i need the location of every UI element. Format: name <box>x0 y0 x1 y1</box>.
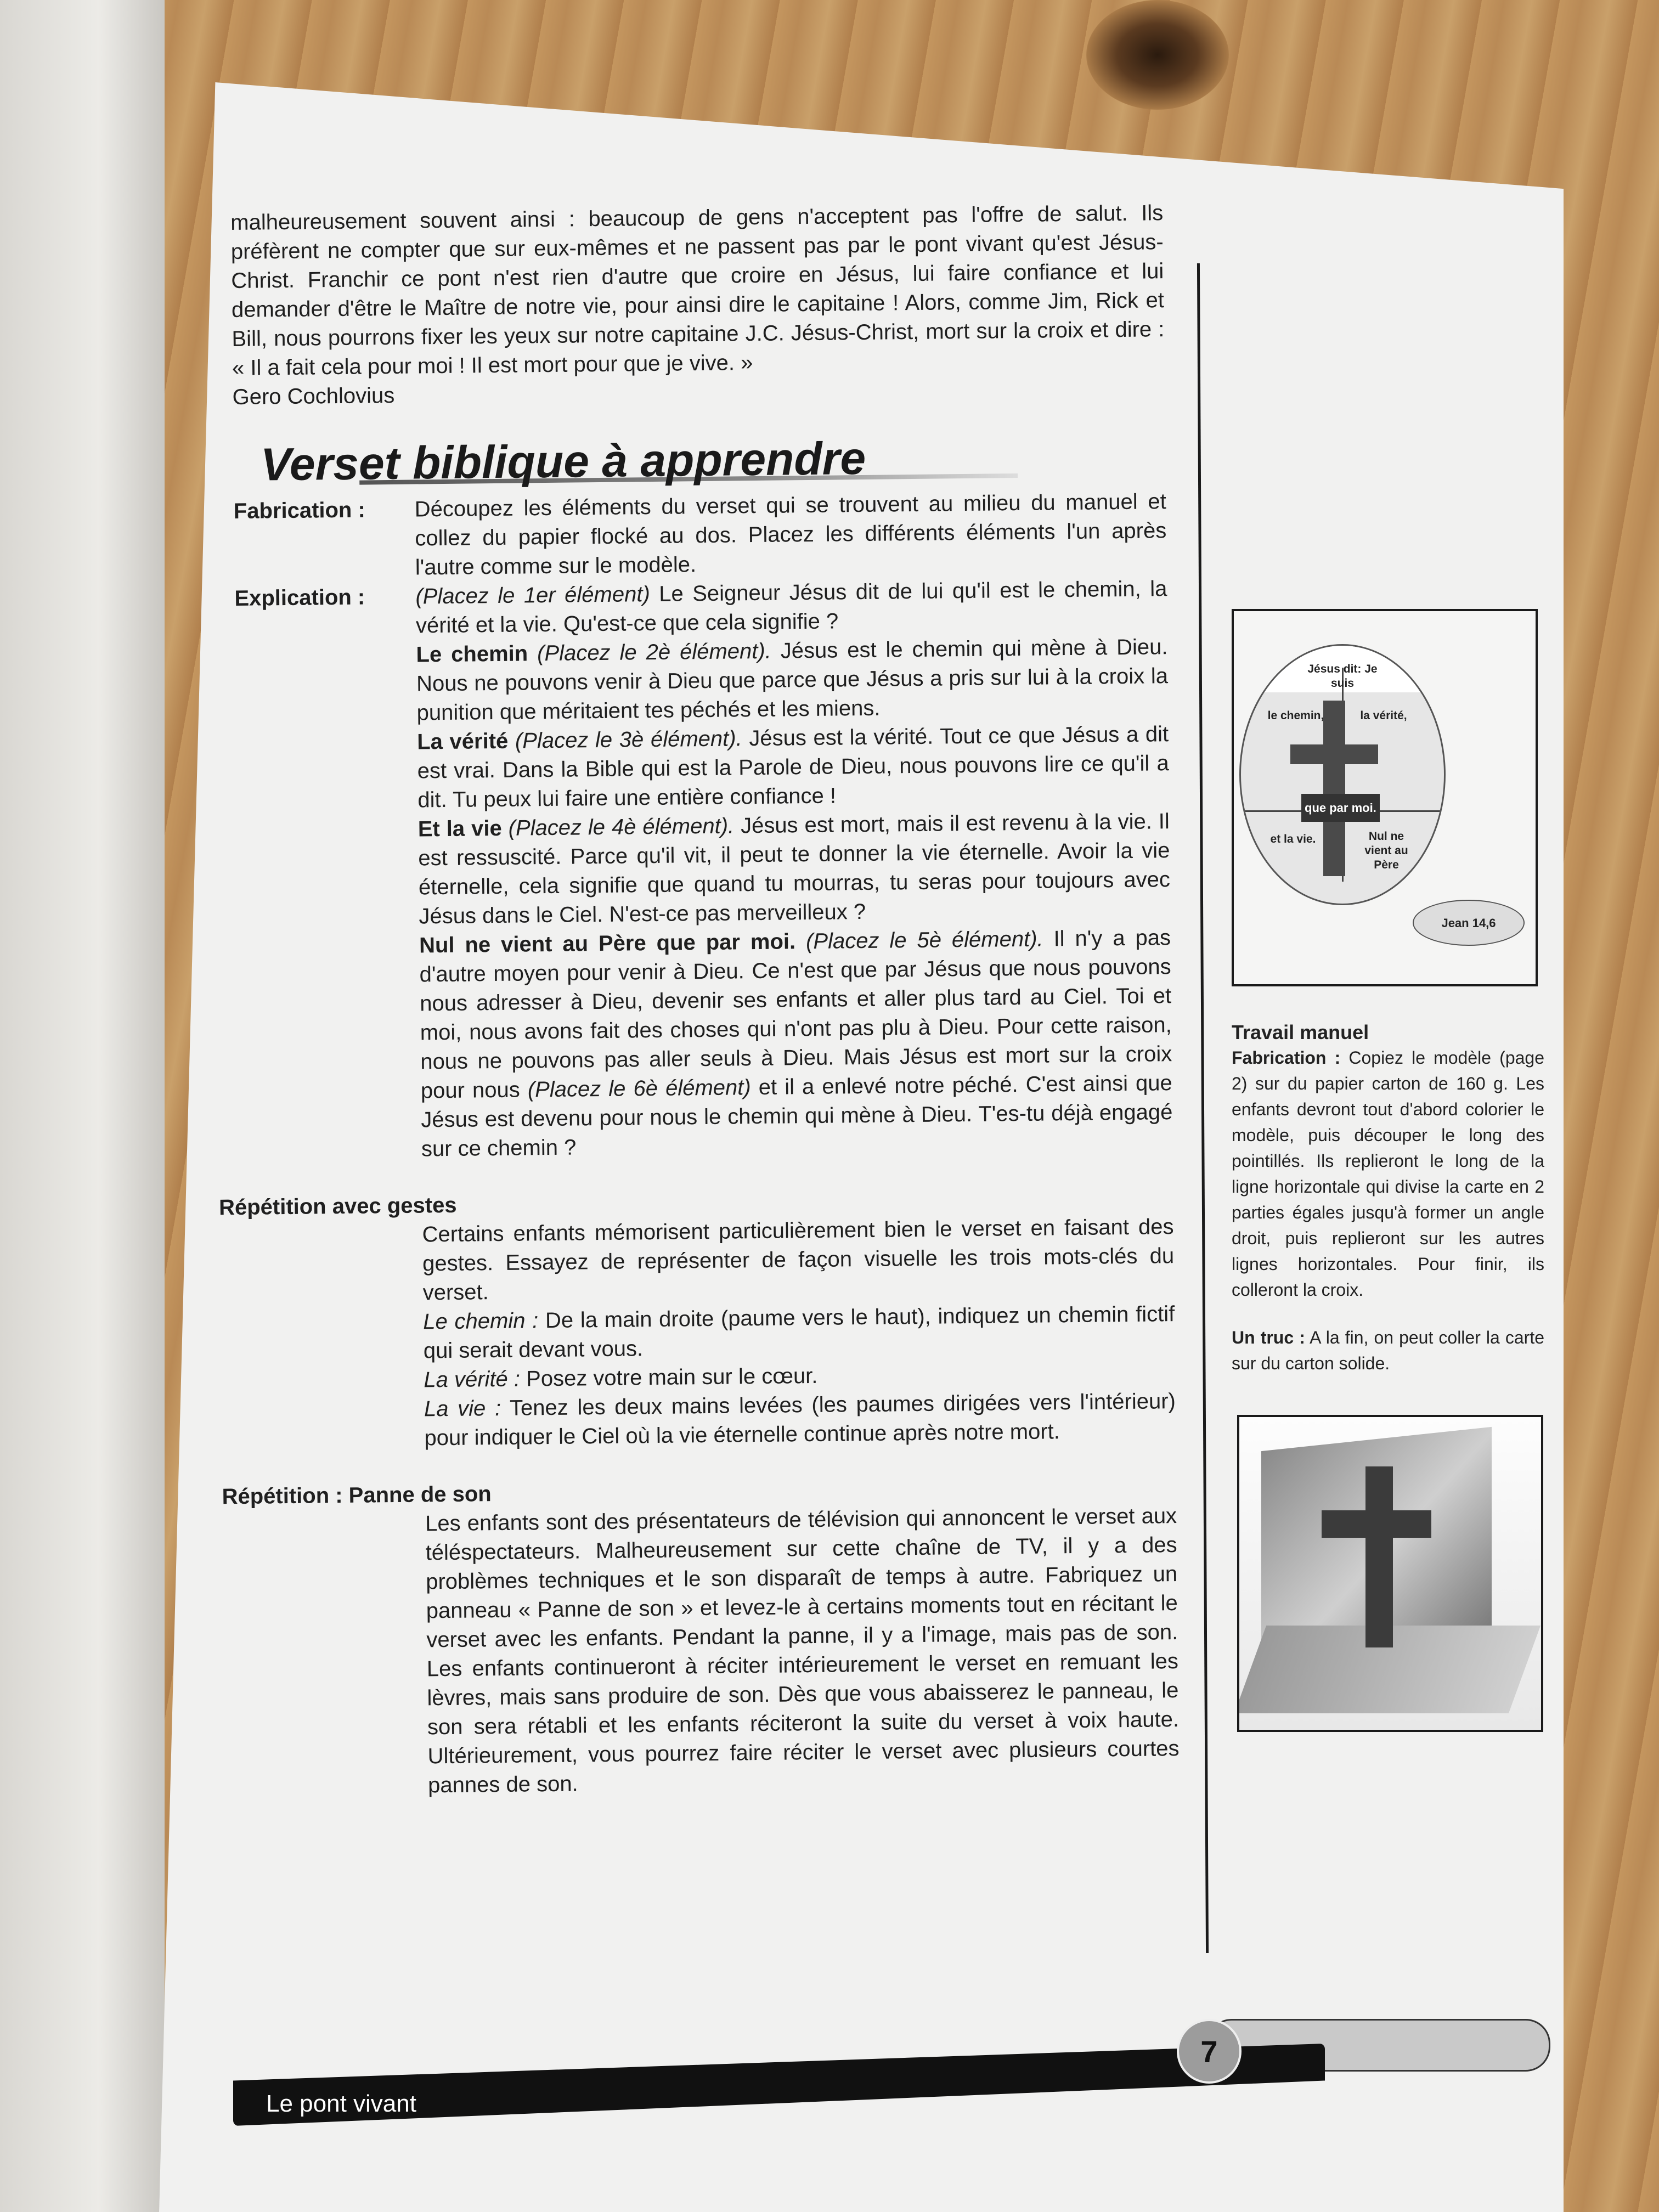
verse-section-title <box>260 432 1166 490</box>
page-number: 7 <box>1177 2019 1242 2084</box>
exp-1-italic: (Placez le 1er élément) <box>415 582 651 609</box>
author-name: Gero Cochlovius <box>232 383 395 409</box>
exp-4-italic: (Placez le 4è élément). <box>501 814 735 840</box>
exp-4-text: Jésus est mort, mais il est revenu à la vie. Il est ressuscité. Parce qu'il vit, il peut te donner la vie éternelle. Avoir la vie éternelle, cela signifie que quand tu mourras, tu seras pour toujours avec Jésus dans le Ciel. N'est-ce pas merveilleux ? <box>418 809 1171 929</box>
gesture-2-text: Posez votre main sur le cœur. <box>520 1363 818 1391</box>
intro-block <box>230 199 1165 412</box>
column-divider <box>1197 263 1209 1953</box>
figure-chemin: le chemin, <box>1267 709 1324 722</box>
gestures-intro: Certains enfants mémorisent particulièrement bien le verset en faisant des gestes. Essayez de représenter de façon visuelle les trois mots-clés du verset. <box>422 1215 1175 1305</box>
figure-nul: Nul ne vient au Père <box>1364 830 1408 871</box>
craft-photo <box>1237 1415 1543 1732</box>
gestures-heading: Répétition avec gestes <box>218 1193 457 1220</box>
sound-text: Les enfants sont des présentateurs de télévision qui annoncent le verset aux téléspectateurs. Malheureusement sur cette chaîne de TV, il y a des problèmes techniques et le son disparaît de temps à autre. Fabriquez un panneau « Panne de son » et levez-le à certains moments tout en récitant le verset avec les enfants. Pendant la panne, il y a l'image, mais pas de son. Les enfants continueront à réciter intérieurement le verset en remuant les lèvres, mais sans produire de son. Dès que vous abaisserez le panneau, le son sera rétabli et les enfants réciteront la suite du verset à voix haute. Ultérieurement, vous pourrez faire réciter le verset avec plusieurs courtes pannes de son. <box>425 1504 1180 1798</box>
verse-figure <box>1232 609 1538 986</box>
sidebar-heading: Travail manuel <box>1232 1021 1369 1043</box>
figure-center: que par moi. <box>1301 794 1380 822</box>
explication-label: Explication : <box>234 585 365 611</box>
exp-2-italic: (Placez le 2è élément). <box>527 639 772 666</box>
explication-text <box>415 574 1173 1164</box>
cross-icon <box>1323 701 1345 876</box>
figure-vie: et la vie. <box>1270 833 1316 845</box>
main-column <box>218 199 1180 1802</box>
exp-2-text: Jésus est le chemin qui mène à Dieu. Nous ne pouvons venir à Dieu que parce que Jésus a pris sur lui à la croix la punition que méritaient tes péchés et les miens. <box>416 635 1169 725</box>
sidebar <box>1232 609 1544 1732</box>
exp-3-text: Jésus est la vérité. Tout ce que Jésus a dit est vrai. Dans la Bible qui est la Parole de Dieu, nous pouvons lire ce qu'il a dit. Tu peux lui faire une entière confiance ! <box>417 722 1169 812</box>
gesture-1-text: De la main droite (paume vers le haut), indiquez un chemin fictif qui serait devant vous. <box>423 1302 1175 1363</box>
gesture-3-text: Tenez les deux mains levées (les paumes dirigées vers l'intérieur) pour indiquer le Ciel où la vie éternelle continue après notre mort. <box>424 1389 1176 1451</box>
gesture-1-label: Le chemin : <box>423 1308 539 1334</box>
sidebar-fab-label: Fabrication : <box>1232 1048 1341 1068</box>
sound-heading: Répétition : Panne de son <box>222 1482 492 1509</box>
figure-verite: la vérité, <box>1360 709 1407 722</box>
gesture-3-label: La vie : <box>424 1396 501 1421</box>
fabrication-row <box>234 487 1167 584</box>
exp-1-text: Le Seigneur Jésus dit de lui qu'il est le chemin, la vérité et la vie. Qu'est-ce que cela signifie ? <box>415 577 1167 638</box>
exp-5-bold: Nul ne vient au Père que par moi. <box>419 929 796 958</box>
exp-3-bold: La vérité <box>416 729 509 754</box>
photo-cross-bar <box>1322 1510 1431 1538</box>
verse-oval <box>1239 644 1446 905</box>
exp-6-italic: (Placez le 6è élément) <box>520 1075 751 1102</box>
verse-section-title-text: Verset biblique à apprendre <box>260 432 866 490</box>
figure-top-text: Jésus dit: Je suis <box>1307 663 1378 690</box>
intro-paragraph: malheureusement souvent ainsi : beaucoup de gens n'acceptent pas l'offre de salut. Ils préfèrent ne compter que sur eux-mêmes et ne passent pas par le pont vivant qu'est Jésus-Christ. Franchir ce pont n'est rien d'autre que croire en Jésus, lui faire confiance et lui demander d'être le Maître de notre vie, pour ainsi dire le capitaine ! Alors, comme Jim, Rick et Bill, nous pourrons fixer les yeux sur notre capitaine J.C. Jésus-Christ, mort sur la croix et dire : « Il a fait cela pour moi ! Il est mort pour que je vive. » <box>230 201 1165 380</box>
sidebar-tip-text: A la fin, on peut coller la carte sur du carton solide. <box>1232 1328 1545 1373</box>
cross-bar <box>1290 744 1378 764</box>
exp-2-bold: Le chemin <box>416 641 528 667</box>
fabrication-label: Fabrication : <box>233 498 366 523</box>
exp-5-italic: (Placez le 5è élément). <box>795 927 1043 954</box>
gesture-2-label: La vérité : <box>424 1367 521 1392</box>
exp-5-text: Il n'y a pas d'autre moyen pour venir à Dieu. Ce n'est que par Jésus que nous pouvons nous adresser à Dieu, devenir ses enfants et aller plus tard au Ciel. Toi et moi, nous avons fait des choses qui n'ont pas plu à Dieu. Pour cette raison, nous ne pouvons pas aller seuls à Dieu. Mais Jésus est mort sur la croix pour nous <box>419 926 1172 1103</box>
explication-row <box>234 574 1173 1166</box>
sound-body <box>425 1502 1180 1800</box>
sidebar-tip-label: Un truc : <box>1232 1328 1305 1347</box>
fabrication-text: Découpez les éléments du verset qui se trouvent au milieu du manuel et collez du papier flocké au dos. Placez les différents éléments l'un après l'autre comme sur le modèle. <box>414 489 1167 580</box>
gestures-body <box>422 1212 1176 1453</box>
photo-cross-icon <box>1365 1466 1393 1647</box>
exp-3-italic: (Placez le 3è élément). <box>508 726 742 753</box>
sidebar-fab-text: Copiez le modèle (page 2) sur du papier carton de 160 g. Les enfants devront tout d'abord colorier le modèle, puis découper le long des pointillés. Ils replieront le long de la ligne horizontale qui divise la carte en 2 parties égales jusqu'à former un angle droit, puis replieront sur les autres lignes horizontales. Pour finir, ils colleront la croix. <box>1232 1048 1545 1300</box>
figure-reference: Jean 14,6 <box>1413 900 1525 946</box>
exp-6-text: et il a enlevé notre péché. C'est ainsi que Jésus est devenu pour nous le chemin qui mène à Dieu. T'es-tu déjà engagé sur ce chemin ? <box>421 1071 1173 1161</box>
exp-4-bold: Et la vie <box>417 816 502 842</box>
footer-title: Le pont vivant <box>266 2090 416 2117</box>
